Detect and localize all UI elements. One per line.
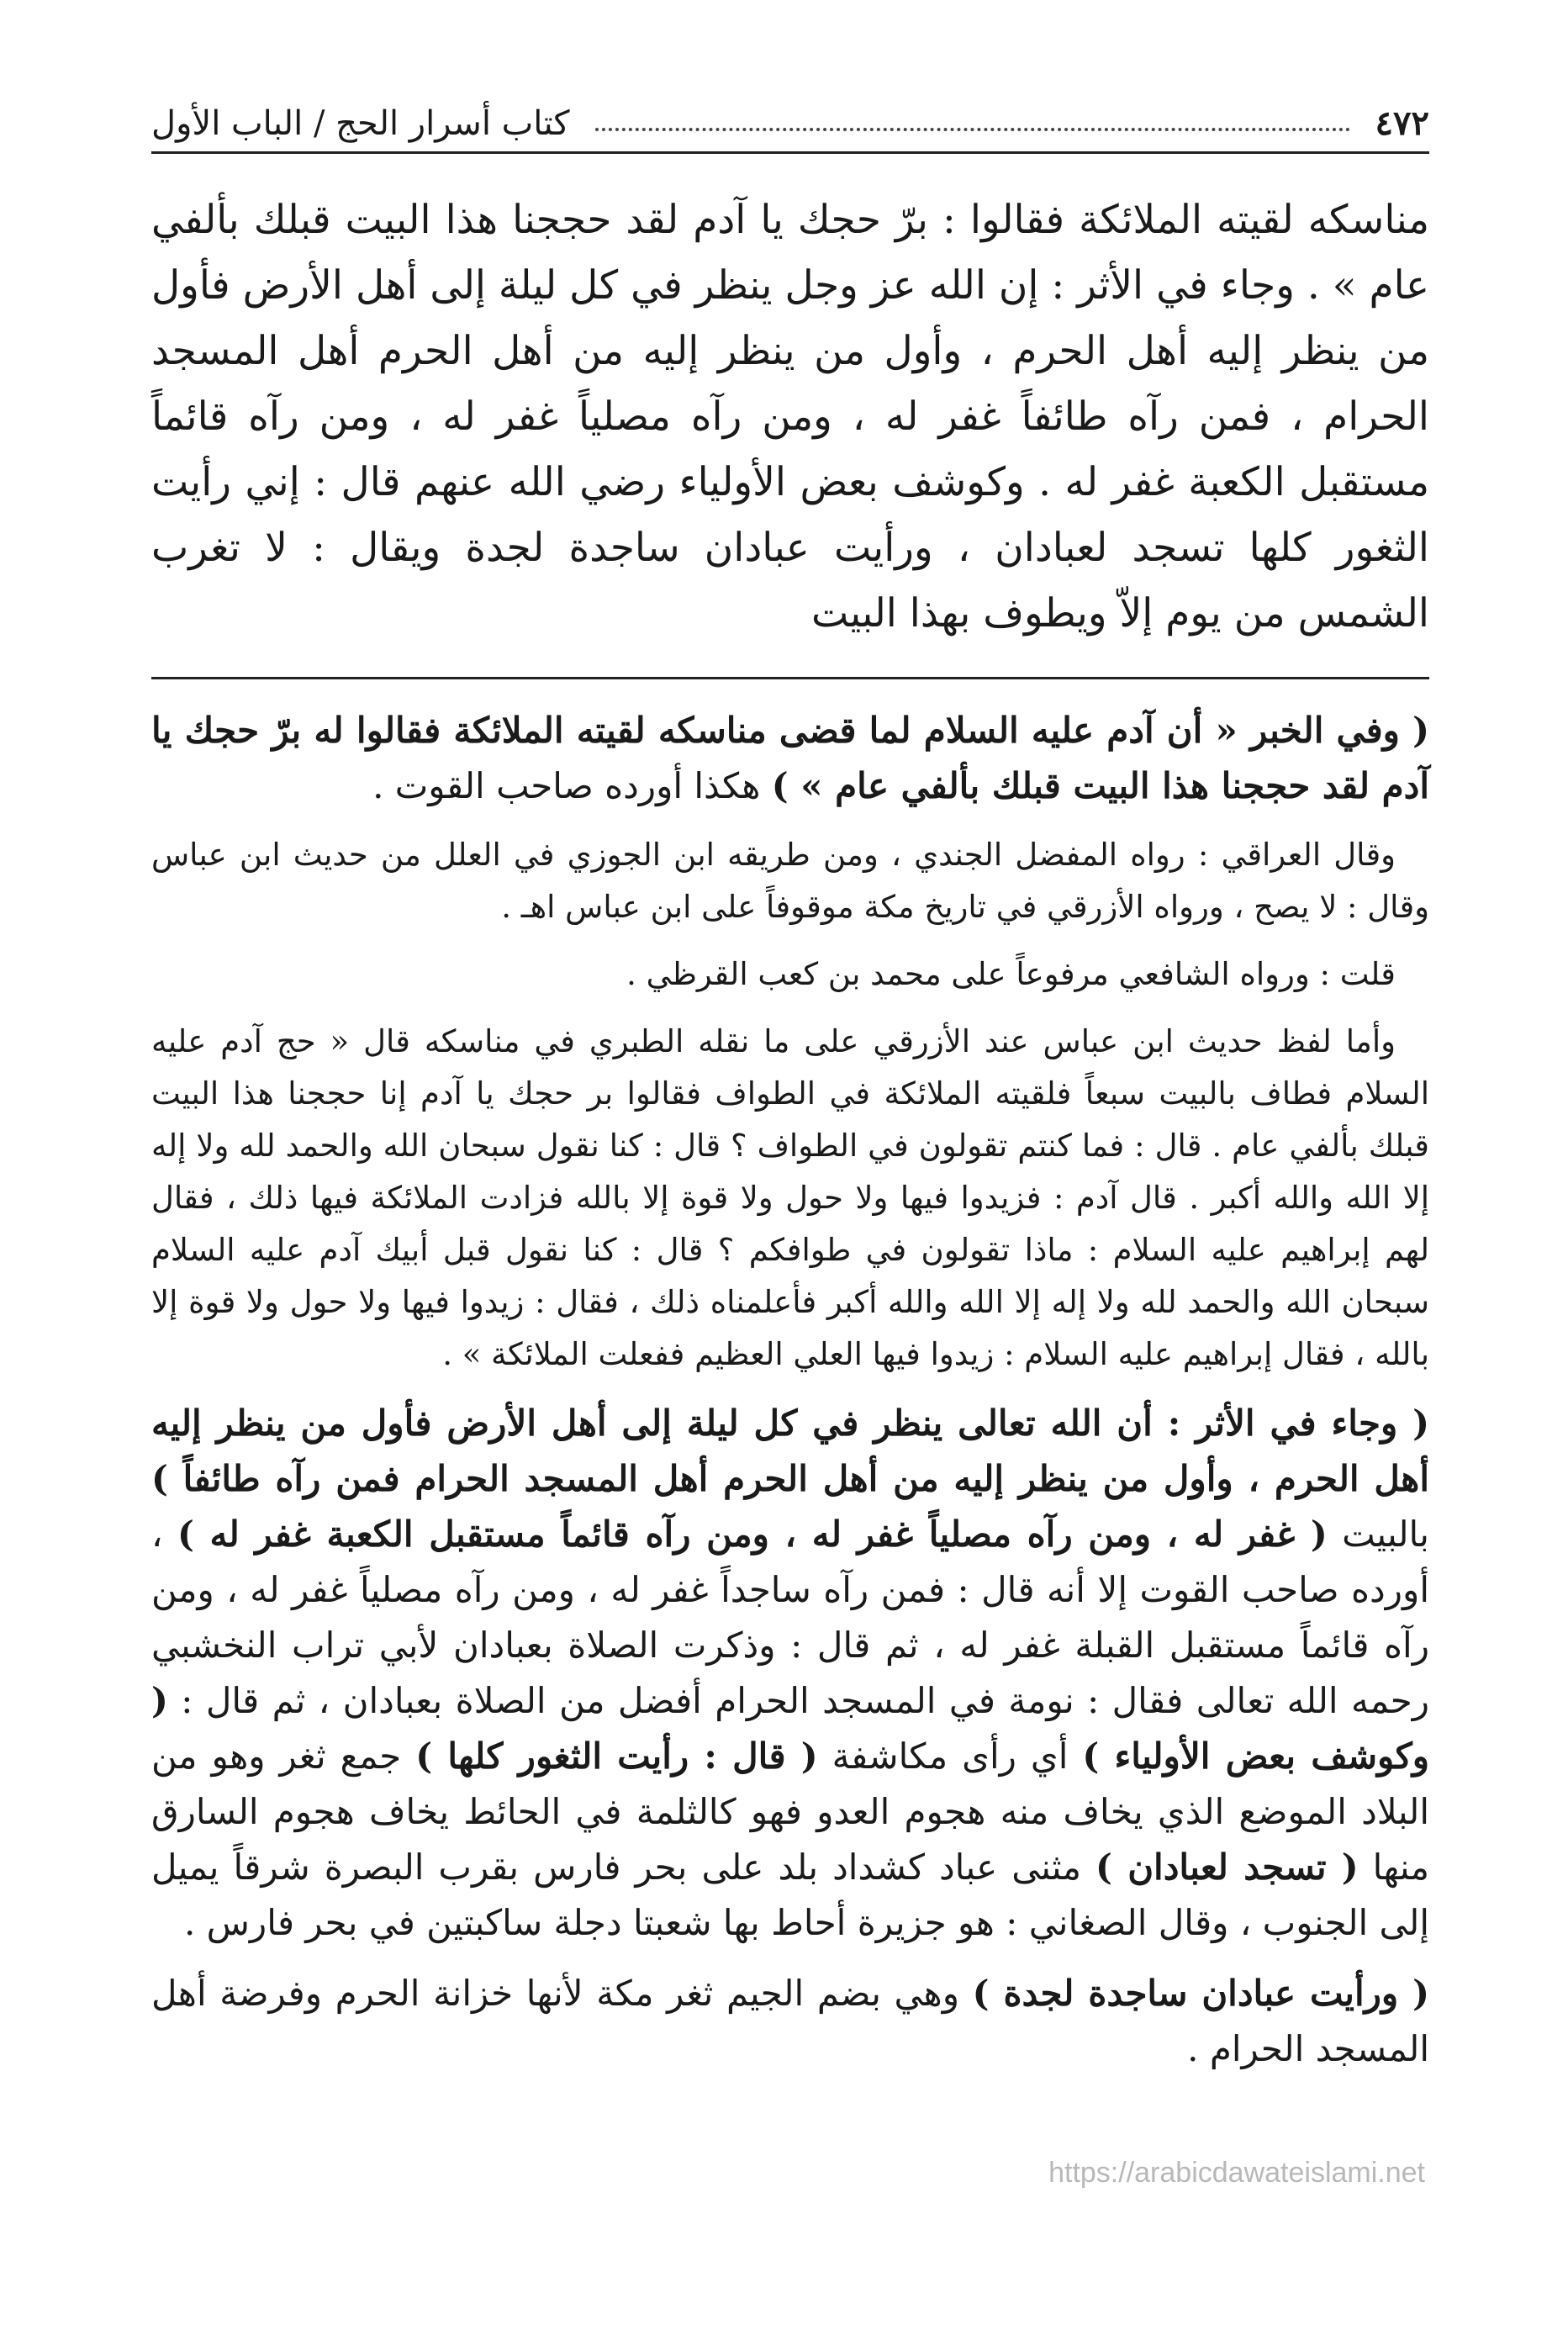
explanation-text: وهي بضم الجيم ثغر مكة لأنها خزانة الحرم وفرضة أهل المسجد الحرام . [151, 1973, 1429, 2069]
commentary [151, 703, 1429, 2077]
explanation-text: بالبيت [1327, 1514, 1429, 1555]
explanation-text: أي رأى مكاشفة [817, 1735, 1083, 1777]
commentary-paragraph-4: وأما لفظ حديث ابن عباس عند الأزرقي على ما نقله الطبري في مناسكه قال « حج آدم عليه السلام فطاف بالبيت سبعاً فلقيته الملائكة في الطواف فقالوا بر حجك يا آدم إنا حججنا هذا البيت قبلك بألفي عام . قال : فما كنتم تقولون في الطواف ؟ قال : كنا نقول سبحان الله والحمد لله ولا إله إلا الله والله أكبر . قال آدم : فزيدوا فيها ولا حول ولا قوة إلا بالله فزادت الملائكة فيها ذلك ، فقال لهم إبراهيم عليه السلام : ماذا تقولون في طوافكم ؟ قال : كنا نقول قبل أبيك آدم عليه السلام سبحان الله والحمد لله ولا إله إلا الله والله أكبر فأعلمناه ذلك ، فقال : زيدوا فيها ولا حول ولا قوة إلا بالله ، فقال إبراهيم عليه السلام : زيدوا فيها العلي العظيم ففعلت الملائكة » . [151, 1023, 1429, 1372]
quoted-text: ( غفر له ، ومن رآه مصلياً غفر له ، ومن رآه قائماً مستقبل الكعبة غفر له ) [177, 1514, 1328, 1555]
commentary-paragraph-3: قلت : ورواه الشافعي مرفوعاً على محمد بن كعب القرظي . [626, 956, 1396, 992]
main-paragraph: مناسكه لقيته الملائكة فقالوا : برّ حجك يا آدم لقد حججنا هذا البيت قبلك بألفي عام » . وجاء في الأثر : إن الله عز وجل ينظر في كل ليلة إلى أهل الأرض فأول من ينظر إليه أهل الحرم ، وأول من ينظر إليه من أهل الحرم أهل المسجد الحرام ، فمن رآه طائفاً غفر له ، ومن رآه مصلياً غفر له ، ومن رآه قائماً مستقبل الكعبة غفر له . وكوشف بعض الأولياء رضي الله عنهم قال : إني رأيت الثغور كلها تسجد لعبادان ، ورأيت عبادان ساجدة لجدة ويقال : لا تغرب الشمس من يوم إلاّ ويطوف بهذا البيت [151, 197, 1429, 637]
quoted-text: ( قال : رأيت الثغور كلها ) [415, 1735, 818, 1777]
commentary-paragraph-2: وقال العراقي : رواه المفضل الجندي ، ومن طريقه ابن الجوزي في العلل من حديث ابن عباس وقال : لا يصح ، ورواه الأزرقي في تاريخ مكة موقوفاً على ابن عباس اهـ . [151, 837, 1429, 925]
main-text [151, 188, 1429, 647]
explanation-text: مثنى عباد كشداد بلد على بحر فارس بقرب البصرة شرقاً يميل إلى الجنوب ، وقال الصغاني : هو جزيرة أحاط بها شعبتا دجلة ساكبتين في بحر فارس . [151, 1846, 1429, 1943]
source-watermark: https://arabicdawateislami.net [1048, 2157, 1425, 2189]
commentary-paragraph-1 [151, 703, 1429, 814]
text-separator [151, 677, 1429, 679]
explanation-text: هكذا أورده صاحب القوت . [372, 765, 772, 806]
quoted-text: ( وكوشف بعض الأولياء ) [151, 1680, 1429, 1777]
header-title: كتاب أسرار الحج / الباب الأول [151, 104, 570, 143]
quoted-text: ( وفي الخبر « أن آدم عليه السلام لما قضى مناسكه لقيته الملائكة فقالوا له برّ حجك يا آدم لقد حججنا هذا البيت قبلك بألفي عام » ) [151, 710, 1429, 806]
page-number: ٤٧٢ [1375, 103, 1429, 143]
commentary-paragraph-6 [151, 1966, 1429, 2077]
quoted-text: ( وجاء في الأثر : أن الله تعالى ينظر في كل ليلة إلى أهل الأرض فأول من ينظر إليه أهل الحرم ، وأول من ينظر إليه من أهل الحرم أهل المسجد الحرام فمن رآه طائفاً ) [151, 1403, 1429, 1499]
quoted-text: ( ورأيت عبادان ساجدة لجدة ) [972, 1973, 1430, 2014]
quoted-text: ( تسجد لعبادان ) [1095, 1846, 1359, 1888]
running-header [151, 76, 1429, 154]
explanation-text: جمع ثغر وهو من البلاد الموضع الذي يخاف منه هجوم العدو فهو كالثلمة في الحائط يخاف هجوم السارق منها [151, 1735, 1429, 1888]
commentary-paragraph-5 [151, 1396, 1429, 1951]
header-dot-leader [595, 127, 1350, 131]
book-page [151, 76, 1429, 2245]
explanation-text: ، أورده صاحب القوت إلا أنه قال : فمن رآه ساجداً غفر له ، ومن رآه مصلياً غفر له ، ومن رآه قائماً مستقبل القبلة غفر له ، ثم قال : وذكرت الصلاة بعبادان لأبي تراب النخشبي رحمه الله تعالى فقال : نومة في المسجد الحرام أفضل من الصلاة بعبادان ، ثم قال : [151, 1514, 1429, 1721]
